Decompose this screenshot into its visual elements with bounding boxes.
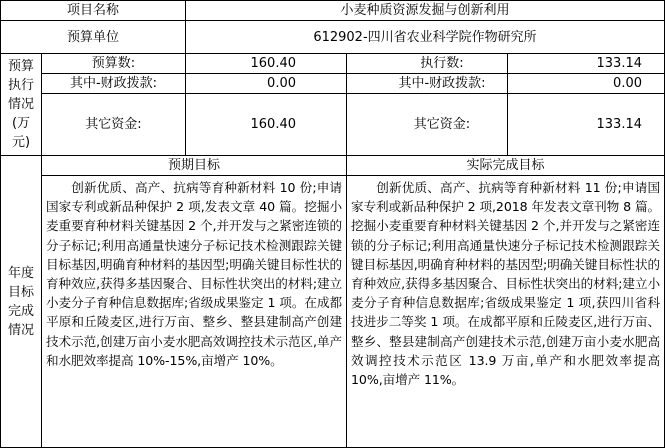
annual-goals-section-label: 年度目标完成情况 (0, 155, 42, 448)
project-name-value: 小麦种质资源发掘与创新利用 (185, 0, 665, 21)
other-funds-label-right: 其它资金: (346, 93, 508, 156)
executed-value: 133.14 (507, 53, 665, 74)
fiscal-allocation-label-right: 其中-财政拨款: (346, 73, 508, 94)
budget-amount-value: 160.40 (185, 53, 347, 74)
budget-amount-label: 预算数: (41, 53, 186, 74)
executed-label: 执行数: (346, 53, 508, 74)
budget-execution-section-label: 预算执行情况(万元) (0, 53, 42, 156)
fiscal-allocation-label-left: 其中-财政拨款: (41, 73, 186, 94)
other-funds-value-right: 133.14 (507, 93, 665, 156)
project-name-label: 项目名称 (0, 0, 186, 21)
actual-goal-header: 实际完成目标 (346, 155, 665, 176)
budget-unit-value: 612902-四川省农业科学院作物研究所 (185, 20, 665, 54)
expected-goal-header: 预期目标 (41, 155, 347, 176)
fiscal-allocation-value-left: 0.00 (185, 73, 347, 94)
actual-goal-text: 创新优质、高产、抗病等育种新材料 11 份;申请国家专利或新品种保护 2 项,2018 年发表文章刊物 8 篇。挖掘小麦重要育种材料关键基因 2 个,并开发与之紧密连锁的分子标记;利用高通量快速分子标记技术检测跟踪关键目标基因,明确育种材料的基因型;明确关键目标性状的育种效应,获得多基因聚合、目标性状突出的材料;建立小麦分子育种信息数据库;省级成果鉴定 1 项,获四川省科技进步二等奖 1 项。在成都平原和丘陵麦区,进行万亩、整乡、整县建制高产创建技术示范,创建万亩小麦水肥高效调控技术示范区 13.9 万亩,单产和水肥效率提高 10%,亩增产 11%。 (346, 175, 665, 448)
other-funds-value-left: 160.40 (185, 93, 347, 156)
other-funds-label-left: 其它资金: (41, 93, 186, 156)
budget-unit-label: 预算单位 (0, 20, 186, 54)
fiscal-allocation-value-right: 0.00 (507, 73, 665, 94)
expected-goal-text: 创新优质、高产、抗病等育种新材料 10 份;申请国家专利或新品种保护 2 项,发表文章 40 篇。挖掘小麦重要育种材料关键基因 2 个,并开发与之紧密连锁的分子标记;利用高通量快速分子标记技术检测跟踪关键目标基因,明确育种材料的基因型;明确关键目标性状的育种效应,获得多基因聚合、目标性状突出的材料;建立小麦分子育种信息数据库;省级成果鉴定 1 项。在成都平原和丘陵麦区,进行万亩、整乡、整县建制高产创建技术示范,创建万亩小麦水肥高效调控技术示范区,单产和水肥效率提高 10%-15%,亩增产 10%。 (41, 175, 347, 448)
